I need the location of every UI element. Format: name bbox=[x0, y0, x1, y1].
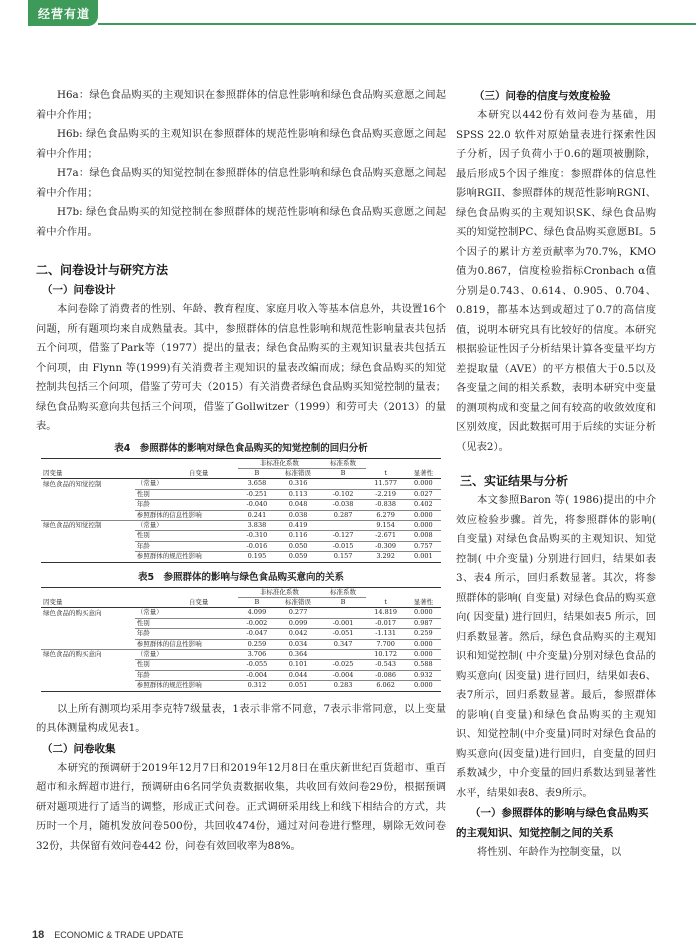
table-cell-se: 0.050 bbox=[276, 541, 321, 551]
section-tab-label: 经营有道 bbox=[38, 7, 91, 21]
table-cell-b: -0.310 bbox=[238, 531, 275, 541]
table-cell-se: 0.034 bbox=[276, 639, 321, 649]
table-cell-b: -0.040 bbox=[238, 500, 275, 510]
table-cell-dv bbox=[41, 681, 135, 691]
table-cell-b: -0.055 bbox=[238, 660, 275, 670]
section-title-results: 三、实证结果与分析 bbox=[460, 474, 569, 488]
journal-name: ECONOMIC & TRADE UPDATE bbox=[54, 930, 184, 940]
table-cell-iv: 年龄 bbox=[135, 629, 239, 639]
table5-body bbox=[41, 608, 441, 691]
table-cell-b: 4.099 bbox=[247, 608, 267, 617]
table-cell-beta: 0.157 bbox=[321, 552, 366, 562]
table5-head-sig: 显著性 bbox=[406, 597, 441, 607]
table-cell-t: 6.279 bbox=[366, 510, 406, 520]
table-cell-se: 0.113 bbox=[276, 489, 321, 499]
table-cell-t: -0.086 bbox=[366, 670, 406, 680]
table-cell-iv: 参照群体的规范性影响 bbox=[135, 552, 239, 562]
table-cell-t: -0.309 bbox=[366, 541, 406, 551]
table-cell-iv: 性别 bbox=[135, 531, 239, 541]
table-cell-dv bbox=[41, 639, 135, 649]
table4-head-t: t bbox=[366, 468, 406, 478]
table-cell-beta: -0.038 bbox=[321, 500, 366, 510]
table-cell-sig: 0.000 bbox=[414, 479, 433, 488]
table5-head-dv: 因变量 bbox=[41, 597, 135, 607]
table-cell-sig: 0.008 bbox=[406, 531, 441, 541]
table-cell-b: 0.241 bbox=[238, 510, 275, 520]
table-cell-se: 0.099 bbox=[276, 618, 321, 628]
table-cell-t: -0.838 bbox=[366, 500, 406, 510]
table5-head-std: 标准系数 bbox=[321, 587, 366, 597]
table-cell-beta: -0.001 bbox=[321, 618, 366, 628]
table-cell-t: 10.172 bbox=[366, 650, 406, 660]
table-cell-sig: 0.402 bbox=[406, 500, 441, 510]
table-cell-dv bbox=[41, 531, 135, 541]
table-cell-t: 14.819 bbox=[374, 608, 397, 617]
table-cell-iv: 参照群体的信息性影响 bbox=[135, 510, 239, 520]
table-cell-t: -0.017 bbox=[366, 618, 406, 628]
table-cell-se: 0.042 bbox=[276, 629, 321, 639]
table-cell-se: 0.038 bbox=[276, 510, 321, 520]
table-cell-se: 0.051 bbox=[276, 681, 321, 691]
table-row bbox=[41, 489, 441, 499]
table-cell-b: 0.259 bbox=[238, 639, 275, 649]
table5 bbox=[41, 587, 441, 692]
page-footer bbox=[32, 929, 183, 941]
table-cell-sig: 0.000 bbox=[406, 650, 441, 660]
table-cell-dv bbox=[41, 552, 135, 562]
table-cell-iv: 性别 bbox=[135, 618, 239, 628]
table-cell-b: 0.312 bbox=[238, 681, 275, 691]
table4 bbox=[41, 458, 441, 563]
table-cell-sig: 0.000 bbox=[414, 608, 433, 617]
table-row bbox=[41, 670, 441, 680]
table-cell-beta: 0.283 bbox=[321, 681, 366, 691]
table-cell-iv: （常量） bbox=[136, 479, 163, 488]
table-row bbox=[41, 629, 441, 639]
section-title-design: 二、问卷设计与研究方法 bbox=[36, 263, 169, 277]
table-cell-dv bbox=[41, 629, 135, 639]
table-row bbox=[41, 552, 441, 562]
table-cell-beta: 0.287 bbox=[321, 510, 366, 520]
table-cell-beta: -0.102 bbox=[321, 489, 366, 499]
table-cell-se: 0.044 bbox=[276, 670, 321, 680]
table-cell-se: 0.419 bbox=[276, 520, 321, 530]
table-cell-dv: 绿色食品的知觉控制 bbox=[41, 520, 135, 530]
table-cell-dv bbox=[41, 489, 135, 499]
table4-caption: 表4 参照群体的影响对绿色食品购买的知觉控制的回归分析 bbox=[114, 442, 368, 454]
table4-head-beta: B bbox=[321, 468, 366, 478]
table-row bbox=[41, 541, 441, 551]
table-cell-sig: 0.588 bbox=[406, 660, 441, 670]
table-row bbox=[41, 650, 441, 660]
table-cell-dv: 绿色食品的购买意向 bbox=[41, 650, 135, 660]
table-cell-t: 6.062 bbox=[366, 681, 406, 691]
table5-head-unstd: 非标准化系数 bbox=[238, 587, 320, 597]
table-cell-t: -2.671 bbox=[366, 531, 406, 541]
table-cell-t: 11.577 bbox=[374, 479, 397, 488]
table5-head-iv: 自变量 bbox=[135, 597, 239, 607]
table4-head-unstd: 非标准化系数 bbox=[238, 458, 320, 468]
paragraph-reliability: 本研究以442份有效问卷为基础，用SPSS 22.0 软件对原始量表进行探索性因子分析，因子负荷小于0.6的题项被删除，最后形成5个因子维度：参照群体的信息性影响RGII、参照群体的规范性影响RGNI、绿色食品购买的主观知识SK、绿色食品购买的知觉控制PC、绿色食品购买意愿BI。5个因子的累计方差贡献率为70.7%，KMO值为0.867，信度检验指标Cronbach α值分别是0.743、0.614、0.905、0.704、0.819，都基本达到或超过了0.7的高信度值，说明本研究具有比较好的信度。本研究根据验证性因子分析结果计算各变量平均方差提取量（AVE）的平方根值大于0.5以及各变量之间的相关系数，表明本研究中变量的测项构成和变量之间有较高的收敛效度和区别效度，因此数据可用于后续的实证分析（见表2）。 bbox=[456, 109, 656, 453]
table-cell-t: 7.700 bbox=[366, 639, 406, 649]
section-header bbox=[0, 0, 696, 26]
table-cell-dv: 绿色食品的购买意向 bbox=[43, 608, 102, 617]
table-cell-t: -0.543 bbox=[366, 660, 406, 670]
table-cell-iv: 性别 bbox=[135, 660, 239, 670]
table5-caption: 表5 参照群体的影响与绿色食品购买意向的关系 bbox=[137, 571, 345, 583]
table-row bbox=[41, 639, 441, 649]
table-cell-b: 0.195 bbox=[238, 552, 275, 562]
table-cell-iv: 参照群体的信息性影响 bbox=[135, 639, 239, 649]
section-tab bbox=[28, 0, 98, 26]
paragraph-design: 本问卷除了消费者的性别、年龄、教育程度、家庭月收入等基本信息外，共设置16个问题，所有题项均来自成熟量表。其中，参照群体的信息性影响和规范性影响量表共包括五个问项，借鉴了Park等（1977）提出的量表；绿色食品购买的主观知识量表共包括五个问项，由 Flynn 等(1999)有关消费者主观知识的量表改编而成；绿色食品购买的知觉控制共包括三个问项，借鉴了劳可夫（2015）有关消费者绿色食品购买知觉控制的量表；绿色食品购买意向共包括三个问项，借鉴了Gollwitzer（1999）和劳可夫（2013）的量表。 bbox=[36, 303, 446, 432]
table-cell-iv: （常量） bbox=[135, 650, 239, 660]
table-cell-sig: 0.757 bbox=[406, 541, 441, 551]
table-cell-se: 0.364 bbox=[276, 650, 321, 660]
table4-head-dv: 因变量 bbox=[41, 468, 135, 478]
table-cell-t: -1.131 bbox=[366, 629, 406, 639]
table-cell-se: 0.101 bbox=[276, 660, 321, 670]
table-row bbox=[41, 608, 441, 618]
left-column bbox=[36, 86, 446, 856]
table4-head-std: 标准系数 bbox=[321, 458, 366, 468]
table-cell-beta: -0.015 bbox=[321, 541, 366, 551]
table4-head-sig: 显著性 bbox=[406, 468, 441, 478]
table5-head-beta: B bbox=[321, 597, 366, 607]
table-cell-se: 0.059 bbox=[276, 552, 321, 562]
hypothesis-h6a: H6a：绿色食品购买的主观知识在参照群体的信息性影响和绿色食品购买意愿之间起着中介作用； bbox=[36, 89, 446, 121]
table-cell-sig: 0.987 bbox=[406, 618, 441, 628]
table-row bbox=[41, 520, 441, 530]
table-cell-dv bbox=[41, 541, 135, 551]
table-cell-beta bbox=[321, 608, 366, 618]
hypothesis-h7a: H7a：绿色食品购买的知觉控制在参照群体的信息性影响和绿色食品购买意愿之间起着中介作用； bbox=[36, 167, 446, 199]
table-cell-t: 9.154 bbox=[366, 520, 406, 530]
table-cell-b: -0.047 bbox=[238, 629, 275, 639]
subsection-title-design: （一）问卷设计 bbox=[42, 284, 116, 296]
table4-head-iv: 自变量 bbox=[135, 468, 239, 478]
paragraph-scale: 以上所有测项均采用李克特7级量表，1表示非常不同意，7表示非常同意，以上变量的具体测量构成见表1。 bbox=[36, 702, 446, 735]
table-cell-b: 3.658 bbox=[247, 479, 267, 488]
subsection-title-reliability: （三）问卷的信度与效度检验 bbox=[474, 90, 611, 102]
table-cell-se: 0.316 bbox=[288, 479, 308, 488]
table-row bbox=[41, 510, 441, 520]
table-cell-iv: 性别 bbox=[135, 489, 239, 499]
paragraph-controls: 将性别、年龄作为控制变量，以 bbox=[477, 846, 622, 858]
table-cell-iv: （常量） bbox=[136, 608, 163, 617]
table4-head-se: 标准错误 bbox=[276, 468, 321, 478]
header-rule bbox=[98, 23, 696, 25]
table-cell-beta: 0.347 bbox=[321, 639, 366, 649]
table-cell-b: -0.251 bbox=[238, 489, 275, 499]
table-cell-sig: 0.000 bbox=[406, 520, 441, 530]
table5-head-se: 标准错误 bbox=[276, 597, 321, 607]
table-cell-sig: 0.932 bbox=[406, 670, 441, 680]
paragraph-results: 本文参照Baron 等( 1986)提出的中介效应检验步骤。首先，将参照群体的影响( 自变量) 对绿色食品购买的主观知识、知觉控制( 中介变量) 分别进行回归，结果如表3、表4 所示，回归系数显著。其次，将参照群体的影响( 自变量) 对绿色食品的购买意向( 因变量) 进行回归，结果如表5 所示，回归系数显著。然后，绿色食品购买的主观知识和知觉控制( 中介变量)分别对绿色食品的购买意向( 因变量) 进行回归，结果如表6、表7所示，回归系数显著。最后，参照群体的影响(自变量)和绿色食品购买的主观知识、知觉控制(中介变量)同时对绿色食品的购买意向(因变量)进行回归，自变量的回归系数减少，中介变量的回归系数达到显著性水平，结果如表8、表9所示。 bbox=[456, 494, 656, 799]
table5-head-t: t bbox=[366, 597, 406, 607]
table-cell-beta: -0.127 bbox=[321, 531, 366, 541]
table-row bbox=[41, 500, 441, 510]
table-cell-dv bbox=[41, 618, 135, 628]
table-cell-iv: 年龄 bbox=[135, 500, 239, 510]
table-cell-iv: 年龄 bbox=[135, 670, 239, 680]
table-cell-sig: 0.000 bbox=[406, 681, 441, 691]
table-cell-beta bbox=[321, 650, 366, 660]
table-cell-sig: 0.259 bbox=[406, 629, 441, 639]
table-cell-dv bbox=[41, 670, 135, 680]
table4-head-b: B bbox=[238, 468, 275, 478]
table-cell-beta: -0.004 bbox=[321, 670, 366, 680]
table-cell-se: 0.048 bbox=[276, 500, 321, 510]
subsection-title-collection: （二）问卷收集 bbox=[42, 742, 116, 755]
table-cell-iv: 参照群体的规范性影响 bbox=[135, 681, 239, 691]
table-row bbox=[41, 681, 441, 691]
paragraph-collection: 本研究的预调研于2019年12月7日和2019年12月8日在重庆新世纪百货超市、重百超市和永辉超市进行，预调研由6名同学负责数据收集，共收回有效问卷29份，根据预调研对题项进行了适当的调整，形成正式问卷。正式调研采用线上和线下相结合的方式，共历时一个月，随机发放问卷500份，共回收474份，通过对问卷进行整理，剔除无效问卷32份，共保留有效问卷442 份，问卷有效回收率为88%。 bbox=[36, 761, 446, 852]
table-cell-se: 0.277 bbox=[288, 608, 308, 617]
table-cell-se: 0.116 bbox=[276, 531, 321, 541]
table-cell-sig: 0.001 bbox=[406, 552, 441, 562]
page-number: 18 bbox=[32, 929, 45, 941]
table-cell-beta bbox=[321, 520, 366, 530]
hypothesis-h6b: H6b: 绿色食品购买的主观知识在参照群体的规范性影响和绿色食品购买意愿之间起着中介作用； bbox=[36, 128, 446, 160]
table-cell-beta bbox=[321, 479, 366, 489]
table-row bbox=[41, 660, 441, 670]
table-cell-t: 3.292 bbox=[366, 552, 406, 562]
table-cell-t: -2.219 bbox=[366, 489, 406, 499]
table-cell-b: 3.706 bbox=[238, 650, 275, 660]
table-cell-dv bbox=[41, 660, 135, 670]
table-cell-sig: 0.000 bbox=[406, 510, 441, 520]
table-row bbox=[41, 479, 441, 489]
hypothesis-h7b: H7b: 绿色食品购买的知觉控制在参照群体的规范性影响和绿色食品购买意愿之间起着中介作用。 bbox=[36, 206, 446, 238]
table-cell-sig: 0.027 bbox=[406, 489, 441, 499]
table-cell-b: 3.838 bbox=[238, 520, 275, 530]
table-row bbox=[41, 618, 441, 628]
table-row bbox=[41, 531, 441, 541]
table-cell-beta: -0.025 bbox=[321, 660, 366, 670]
right-column bbox=[456, 86, 656, 863]
table-cell-iv: （常量） bbox=[135, 520, 239, 530]
table-cell-b: -0.016 bbox=[238, 541, 275, 551]
table-cell-dv: 绿色食品的知觉控制 bbox=[43, 479, 102, 488]
table-cell-beta: -0.051 bbox=[321, 629, 366, 639]
table-cell-sig: 0.000 bbox=[406, 639, 441, 649]
table-cell-b: -0.002 bbox=[238, 618, 275, 628]
subsection-title-relations: （一）参照群体的影响与绿色食品购买的主观知识、知觉控制之间的关系 bbox=[456, 807, 649, 839]
table-cell-dv bbox=[41, 510, 135, 520]
table-cell-b: -0.004 bbox=[238, 670, 275, 680]
table-cell-dv bbox=[41, 500, 135, 510]
table5-head-b: B bbox=[238, 597, 275, 607]
table4-body bbox=[41, 479, 441, 562]
table-cell-iv: 年龄 bbox=[135, 541, 239, 551]
